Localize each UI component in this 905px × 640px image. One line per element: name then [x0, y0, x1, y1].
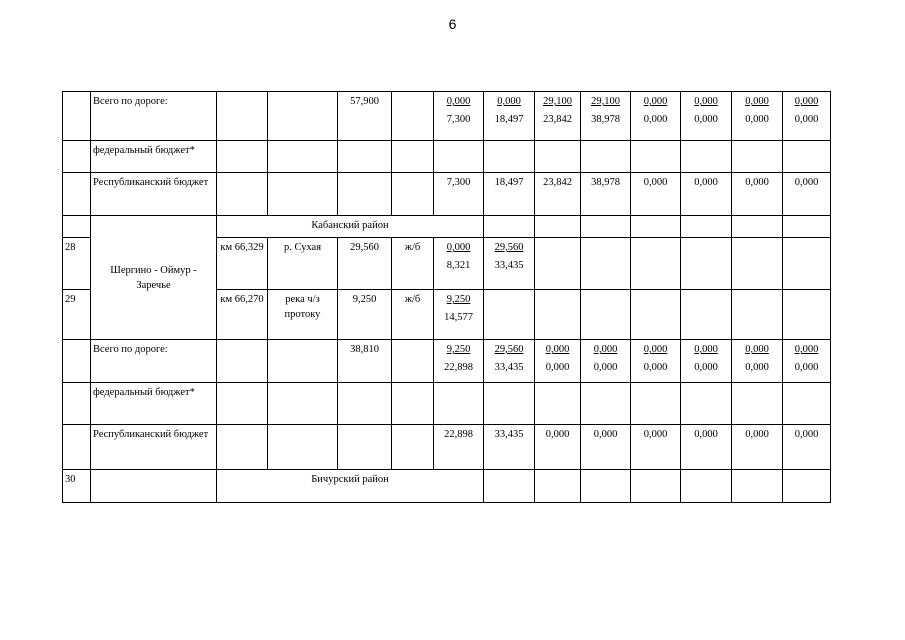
table-row: [63, 92, 831, 141]
value-cell: 23,842: [535, 173, 581, 216]
value-cell: 29,100 38,978: [581, 92, 631, 141]
type-cell: ж/б: [392, 238, 434, 290]
value-cell: 0,000: [783, 173, 831, 216]
table-row: [63, 173, 831, 216]
value-cell: 0,000 0,000: [535, 340, 581, 383]
row-label: федеральный бюджет*: [91, 383, 217, 425]
row-label: федеральный бюджет*: [91, 141, 217, 173]
value-cell: 0,000 0,000: [783, 340, 831, 383]
value-cell: 22,898: [434, 425, 484, 470]
table-row: [63, 141, 831, 173]
value-cell: 0,000 8,321: [434, 238, 484, 290]
value-cell: 33,435: [484, 425, 535, 470]
value-cell: 0,000: [732, 173, 783, 216]
value-cell: 38,978: [581, 173, 631, 216]
value-cell: 0,000: [783, 425, 831, 470]
value-cell: 0,000 0,000: [783, 92, 831, 141]
row-number: 28: [63, 238, 91, 290]
value-cell: 9,250 22,898: [434, 340, 484, 383]
value-cell: 0,000: [631, 425, 681, 470]
district-header: Бичурский район: [217, 470, 484, 503]
value-cell: 0,000 0,000: [581, 340, 631, 383]
object-cell: р. Сухая: [268, 238, 338, 290]
value-cell: 29,560 33,435: [484, 238, 535, 290]
value-cell: 0,000 18,497: [484, 92, 535, 141]
km-cell: км 66,329: [217, 238, 268, 290]
value-cell: 29,100 23,842: [535, 92, 581, 141]
value-cell: 18,497: [484, 173, 535, 216]
value-cell: 0,000 0,000: [681, 340, 732, 383]
page-number: 6: [448, 16, 457, 32]
value-cell: 0,000 7,300: [434, 92, 484, 141]
table-row: [63, 470, 831, 503]
value-cell: 0,000: [581, 425, 631, 470]
row-label: Всего по дороге:: [91, 92, 217, 141]
length-cell: 38,810: [338, 340, 392, 383]
value-cell: 0,000: [631, 173, 681, 216]
value-cell: 0,000: [681, 173, 732, 216]
length-cell: 29,560: [338, 238, 392, 290]
row-label: Республиканский бюджет: [91, 425, 217, 470]
value-cell: 29,560 33,435: [484, 340, 535, 383]
table-row: [63, 383, 831, 425]
value-cell: 0,000 0,000: [732, 340, 783, 383]
object-cell: река ч/з протоку: [268, 290, 338, 340]
length-cell: 9,250: [338, 290, 392, 340]
value-cell: 0,000: [681, 425, 732, 470]
row-label: Республиканский бюджет: [91, 173, 217, 216]
table-row: [63, 425, 831, 470]
value-cell: 0,000: [732, 425, 783, 470]
value-cell: 0,000: [535, 425, 581, 470]
row-label: Всего по дороге:: [91, 340, 217, 383]
row-number: 30: [63, 470, 91, 503]
row-number: 29: [63, 290, 91, 340]
value-cell: 0,000 0,000: [631, 92, 681, 141]
table-row: [63, 340, 831, 383]
value-cell: 0,000 0,000: [631, 340, 681, 383]
length-cell: 57,900: [338, 92, 392, 141]
km-cell: км 66,270: [217, 290, 268, 340]
value-cell: 9,250 14,577: [434, 290, 484, 340]
district-header: Кабанский район: [217, 216, 484, 238]
table-row: [63, 216, 831, 238]
type-cell: ж/б: [392, 290, 434, 340]
value-cell: 0,000 0,000: [732, 92, 783, 141]
road-name: Шергино - Оймур - Заречье: [91, 216, 217, 340]
budget-table: [62, 91, 831, 503]
value-cell: 7,300: [434, 173, 484, 216]
value-cell: 0,000 0,000: [681, 92, 732, 141]
